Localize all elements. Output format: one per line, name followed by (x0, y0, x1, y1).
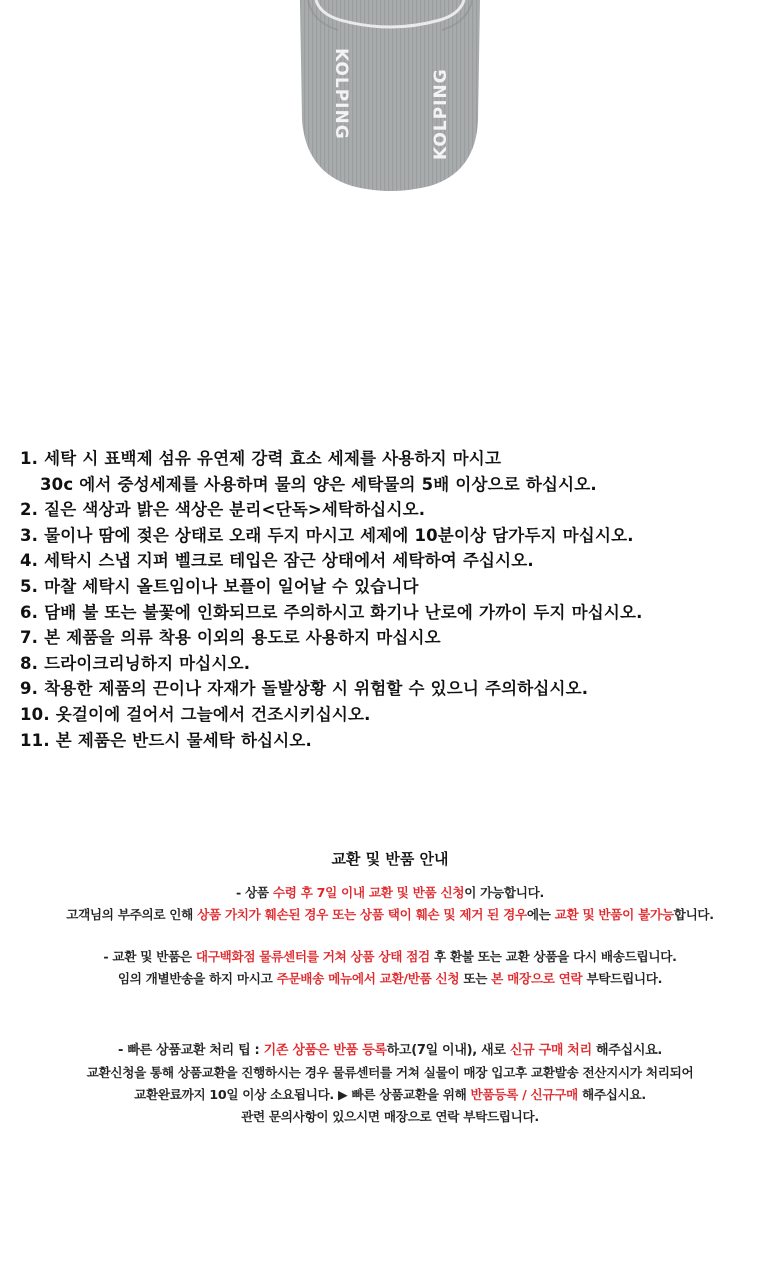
notice-line-6: 교환신청을 통해 상품교환을 진행하시는 경우 물류센터를 거쳐 실물이 매장 입고후 교환발송 전산지시가 처리되어 (86, 1065, 694, 1080)
care-item-9: 9. 착용한 제품의 끈이나 자재가 돌발상황 시 위험할 수 있으니 주의하십시오. (20, 679, 589, 699)
notice-line-1: - 상품 수령 후 7일 이내 교환 및 반품 신청이 가능합니다. (236, 885, 544, 900)
care-item-10: 10. 옷걸이에 걸어서 그늘에서 건조시키십시오. (20, 704, 371, 724)
brand-logo-left (331, 48, 351, 140)
care-item-11: 11. 본 제품은 반드시 물세탁 하십시오. (20, 730, 312, 750)
care-item-7: 7. 본 제품을 의류 착용 이외의 용도로 사용하지 마십시오 (20, 628, 441, 648)
notice-line-5: - 빠른 상품교환 처리 팁 : 기존 상품은 반품 등록하고(7일 이내), 새로 신규 구매 처리 해주십시요. (118, 1043, 662, 1058)
product-image-sock (280, 0, 500, 200)
care-item-1-continued: 30c 에서 중성세제를 사용하며 물의 양은 세탁물의 5배 이상으로 하십시오. (40, 474, 597, 494)
brand-logo-right (431, 68, 451, 160)
care-instructions (20, 446, 770, 753)
notice-line-4: 임의 개별반송을 하지 마시고 주문배송 메뉴에서 교환/반품 신청 또는 본 매장으로 연락 부탁드립니다. (117, 971, 663, 986)
care-item-2: 2. 짙은 색상과 밝은 색상은 분리<단독>세탁하십시오. (20, 500, 426, 520)
care-item-3: 3. 물이나 땀에 젖은 상태로 오래 두지 마시고 세제에 10분이상 담가두지 마십시오. (20, 525, 634, 545)
notice-line-2: 고객님의 부주의로 인해 상품 가치가 훼손된 경우 또는 상품 택이 훼손 및 제거 된 경우에는 교환 및 반품이 불가능합니다. (66, 907, 714, 922)
care-item-5: 5. 마찰 세탁시 올트임이나 보플이 일어날 수 있습니다 (20, 576, 419, 596)
notice-line-7: 교환완료까지 10일 이상 소요됩니다. ▶ 빠른 상품교환을 위해 반품등록 / 신규구매 해주십시요. (134, 1087, 646, 1102)
notice-line-3: - 교환 및 반품은 대구백화점 물류센터를 거쳐 상품 상태 점검 후 환불 또는 교환 상품을 다시 배송드립니다. (103, 949, 677, 964)
svg-text:KOLPING: KOLPING (431, 68, 451, 160)
care-item-1: 1. 세탁 시 표백제 섬유 유연제 강력 효소 세제를 사용하지 마시고 (20, 449, 502, 468)
care-item-6: 6. 담배 불 또는 불꽃에 인화되므로 주의하시고 화기나 난로에 가까이 두지 마십시오. (20, 602, 643, 622)
notice-line-8: 관련 문의사항이 있으시면 매장으로 연락 부탁드립니다. (241, 1109, 539, 1124)
care-item-4: 4. 세탁시 스냅 지퍼 벨크로 테입은 잠근 상태에서 세탁하여 주십시오. (20, 551, 534, 571)
care-item-8: 8. 드라이크리닝하지 마십시오. (20, 653, 251, 673)
svg-text:KOLPING: KOLPING (331, 48, 351, 140)
exchange-return-notice (0, 848, 780, 1128)
notice-title: 교환 및 반품 안내 (331, 850, 449, 868)
